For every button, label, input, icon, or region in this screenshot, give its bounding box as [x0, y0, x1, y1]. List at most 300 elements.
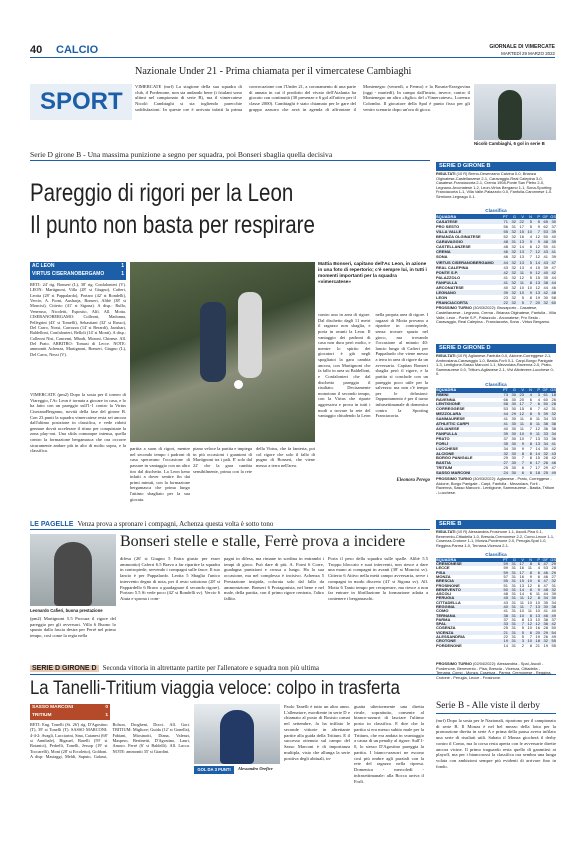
stat-cell: V: [521, 556, 524, 562]
stat-cell: 39: [543, 411, 548, 417]
stat-cell: 13: [519, 259, 524, 265]
stat-cell: 17: [519, 561, 524, 567]
stat-cell: 48: [543, 586, 548, 592]
team-cell: PERUGIA: [436, 595, 455, 601]
stat-cell: 30: [543, 603, 548, 609]
pagelle-label: LE PAGELLE: [30, 521, 74, 528]
serie-b-next: [436, 662, 556, 684]
stat-cell: 31: [511, 625, 516, 631]
stat-cell: 58: [551, 295, 556, 301]
stat-cell: 31: [511, 561, 516, 567]
stat-cell: 4: [529, 234, 532, 240]
stat-cell: 53: [503, 406, 508, 412]
stat-cell: 60: [551, 300, 556, 306]
stat-cell: 7: [521, 455, 524, 461]
stat-cell: 32: [511, 279, 516, 285]
stat-cell: 19: [543, 642, 548, 648]
stat-cell: 8: [529, 416, 532, 422]
stat-cell: 7: [521, 460, 524, 466]
stat-cell: 48: [551, 290, 556, 296]
stat-cell: 2: [521, 642, 524, 648]
stat-cell: 47: [543, 561, 548, 567]
stat-cell: 41: [503, 421, 508, 427]
stat-cell: 21: [535, 642, 540, 648]
stat-cell: 32: [511, 285, 516, 291]
stat-cell: 30: [511, 435, 516, 441]
stat-cell: 31: [511, 629, 516, 635]
home-goals: 1: [121, 263, 124, 269]
tritium-scorebox: [30, 704, 110, 720]
team-cell: REGGINA: [436, 603, 455, 609]
stat-cell: 30: [511, 440, 516, 446]
stat-cell: 32: [551, 578, 556, 584]
stat-cell: 30: [511, 465, 516, 471]
stat-cell: 19: [535, 295, 540, 301]
stat-cell: 6: [537, 578, 540, 584]
team-cell: CASATESE: [436, 218, 458, 224]
stat-cell: 38: [551, 421, 556, 427]
stat-cell: GS: [550, 386, 556, 392]
stat-cell: 61: [543, 391, 548, 397]
stat-cell: 15: [535, 455, 540, 461]
stat-cell: 41: [503, 274, 508, 280]
stat-cell: 38: [551, 425, 556, 431]
team-cell: COSENZA: [436, 625, 456, 631]
team-cell: TRITIUM: [436, 465, 453, 471]
tritium-label: SERIE D GIRONE D: [32, 665, 97, 672]
pagelle-kicker-text: Venza prova a spronare i compagni, Achenza questa volta è sotto tono: [77, 520, 274, 528]
stat-cell: 8: [529, 612, 532, 618]
team-cell: PONTE S.P.: [436, 269, 458, 275]
stat-cell: 43: [503, 599, 508, 605]
stat-cell: 46: [503, 254, 508, 260]
stat-cell: 6: [529, 629, 532, 635]
stat-cell: 20: [535, 300, 540, 306]
stat-cell: 19: [503, 638, 508, 644]
stat-cell: 48: [503, 244, 508, 250]
serie-b-subtitle: Serie B - Alle viste il derby: [436, 700, 556, 714]
stat-cell: 16: [535, 625, 540, 631]
stat-cell: 22: [503, 634, 508, 640]
stat-cell: 7: [537, 229, 540, 234]
stat-cell: 18: [535, 638, 540, 644]
stat-cell: PT: [502, 386, 508, 392]
stat-cell: 30: [511, 450, 516, 456]
issue-date: MARTEDÌ 29 MARZO 2022: [501, 51, 555, 56]
stat-cell: 12: [527, 621, 532, 627]
girone-d-class-label: Classifica: [485, 381, 507, 387]
stat-cell: 43: [551, 450, 556, 456]
stat-cell: 50: [543, 244, 548, 250]
pagelle-title: Bonseri stelle e stalle, Ferrè prova a incidere: [120, 533, 406, 550]
stat-cell: 5: [529, 218, 532, 224]
team-cell: PARMA: [436, 616, 451, 622]
stat-cell: 36: [551, 435, 556, 441]
stat-cell: 31: [511, 634, 516, 640]
stat-cell: 10: [535, 608, 540, 614]
stat-cell: GF: [542, 213, 548, 219]
stat-cell: 12: [535, 249, 540, 255]
stat-cell: PT: [502, 213, 508, 219]
stat-cell: 40: [503, 425, 508, 431]
stat-cell: 29: [503, 455, 508, 461]
stat-cell: 31: [511, 223, 516, 229]
stat-cell: 11: [535, 421, 540, 427]
cambiaghi-photo: [474, 84, 556, 140]
girone-b-class-label: Classifica: [485, 207, 507, 213]
team-cell: CREMONESE: [436, 561, 462, 567]
stat-cell: 55: [551, 642, 556, 648]
stat-cell: 40: [551, 608, 556, 614]
stat-cell: 8: [529, 406, 532, 412]
stat-cell: 51: [503, 582, 508, 588]
tritium-kicker-text: Seconda vittoria in altrettante partite per l'allenatore e squadra non più ultima: [102, 664, 320, 672]
girone-d-results-label: RISULTATI: [436, 352, 456, 358]
stat-cell: 11: [519, 269, 524, 275]
stat-cell: 21: [503, 629, 508, 635]
stat-cell: 14: [535, 445, 540, 451]
player-figure: [238, 292, 262, 378]
away-team: VIRTUS CISERANOBERGAMO: [32, 271, 105, 278]
stat-cell: 44: [543, 591, 548, 597]
stat-cell: 49: [551, 634, 556, 640]
stat-cell: 11: [535, 430, 540, 436]
stat-cell: 59: [503, 561, 508, 567]
stat-cell: 8: [537, 595, 540, 601]
stat-cell: 9: [521, 445, 524, 451]
stat-cell: 7: [529, 249, 532, 255]
stat-cell: 11: [519, 416, 524, 422]
team-cell: LEON: [436, 295, 448, 301]
girone-d-next: (30/03/2022): Aglianese - Prato, Correggese - Alcione, Borgo Panigale - Carpi, Fanfulla - Mezzolara, Forlì - Ravenna, Sasso Marconi - Lentigione, Sammaurese - Bastia, Tritium - Lucchese.: [436, 476, 555, 495]
stat-cell: 65: [543, 218, 548, 224]
stat-cell: 32: [511, 300, 516, 306]
stat-cell: 41: [543, 608, 548, 614]
tritium-home-goals: 0: [105, 705, 108, 710]
stat-cell: 42: [543, 406, 548, 412]
stat-cell: 30: [511, 396, 516, 402]
stat-cell: 43: [543, 259, 548, 265]
stat-cell: 31: [511, 612, 516, 618]
stat-cell: 32: [511, 254, 516, 260]
stat-cell: 7: [529, 465, 532, 471]
main-title-2: Il punto non basta per respirare: [30, 211, 315, 239]
stat-cell: 8: [529, 455, 532, 461]
stat-cell: G: [512, 386, 516, 392]
stat-cell: 7: [529, 425, 532, 431]
pagelle-col-4: Porta il peso della squadra sulle spalle. Alibè 5.5 Troppo bloccato e suoi interventi, non riesce a dare una mano ai compagni in avanti (38' st Moncisi sv). Citterio 6 Attivo nella metà campo avversaria, serve i compagni in modo discreto (41' st Sigona sv). All. Motta 6 Tanto tempo per recuperare, ma riesce a non far entrare in fibrillazione la formazione adatta a contenere i bergamaschi.: [328, 556, 428, 602]
stat-cell: 10: [527, 638, 532, 644]
stat-cell: 46: [551, 285, 556, 291]
stat-cell: 6: [521, 465, 524, 471]
team-cell: ASCOLI: [436, 591, 452, 597]
stat-cell: 31: [511, 578, 516, 584]
tritium-away-goals: 1: [105, 712, 108, 718]
stat-cell: 7: [521, 621, 524, 627]
stat-cell: 10: [519, 612, 524, 618]
stat-cell: N: [529, 386, 532, 392]
stat-cell: 10: [527, 599, 532, 605]
stat-cell: 35: [543, 274, 548, 280]
stat-cell: 15: [519, 578, 524, 584]
stat-cell: 12: [535, 285, 540, 291]
stat-cell: 28: [551, 565, 556, 571]
team-cell: CORREGGESE: [436, 406, 465, 412]
serie-b-results: (10 R) Alessandria-Frosinone 1-1, Ascoli-Pisa 0-1, Benevento-Cittadella 1-0, Brescia-Cremonese 2-2, Como-Lecce 1-1, Cosenza-Crotone 1-1, Monza-Pordenone 2-0, Perugia-Spal 1-0, Reggina-Parma 1-0, Ternana-Vicenza 2-1.: [436, 528, 555, 548]
stat-cell: 32: [511, 244, 516, 250]
stat-cell: 38: [543, 421, 548, 427]
stat-cell: 57: [503, 573, 508, 579]
stat-cell: 49: [551, 612, 556, 618]
stat-cell: 15: [535, 264, 540, 270]
stat-cell: 12: [535, 244, 540, 250]
team-cell: SPAL: [436, 621, 447, 627]
stat-cell: 29: [511, 411, 516, 417]
stat-cell: 32: [511, 264, 516, 270]
main-title-1: Pareggio di rigori per la Leon: [30, 179, 294, 207]
stat-cell: 46: [543, 573, 548, 579]
main-body-1: VIMERCATE (pm2) Dopo la sosta per il torneo di Viareggio, l'Ac Leon è tornata a giocare in casa, e lo ha fatto con un pareggio sull'1-1 contro la Virtus CiseranoBergamo, novità della fase del girone B. Con 23 punti la squadra vimercatese resta sei ancora dall'ultimo posizione in classifica, e vede ridotti gennare dovrà accelerare il ritmo per conquistare la zona play-out. Una sfida comunque intensa, quella contro la formazione bergamasca che ora occorre sicuramente andare più in alto di molto sopra, e la classifica.: [30, 392, 126, 454]
stat-cell: 37: [551, 223, 556, 229]
team-cell: BASTIA: [436, 460, 451, 466]
stat-cell: 53: [543, 565, 548, 571]
stat-cell: 56: [503, 223, 508, 229]
team-cell: FANFULLA: [436, 279, 458, 285]
stat-cell: 38: [551, 603, 556, 609]
stat-cell: 32: [503, 450, 508, 456]
girone-d-results: (10 R) Aglianese-Fanfulla 0-0, Alcione-Correggese 2-1, Ambrosiana-Caravaggio 1-0, Bastia-Forlì 0-1, Carpi-Borgo Panigale 1-3, Lentigione-Sasso Marconi 1-1, Mezzolara-Ravenna 2-0, Prato-Sammaurese 0-0, Tritium-Aglianese 2-1, Vivi Altotevere-Lucchese 0-0.: [436, 352, 554, 377]
team-cell: ALCIONE: [436, 450, 454, 456]
stat-cell: 15: [535, 274, 540, 280]
stat-cell: 55: [503, 578, 508, 584]
team-cell: LUCCHESE: [436, 445, 459, 451]
stat-cell: 13: [535, 603, 540, 609]
stat-cell: 25: [543, 470, 548, 476]
team-cell: CITTADELLA: [436, 599, 461, 605]
stat-cell: 10: [527, 578, 532, 584]
tritium-title: La Tanelli-Tritium viaggia veloce: colpo in trasferta: [30, 678, 400, 699]
stat-cell: 14: [535, 450, 540, 456]
cambiaghi-caption: Nicolò Cambiaghi, 6 gol in serie B: [474, 141, 545, 146]
team-cell: SQUADRA: [436, 556, 457, 562]
stat-cell: 30: [511, 416, 516, 422]
stat-cell: 49: [551, 470, 556, 476]
section-title: CALCIO: [56, 44, 99, 56]
team-cell: PALAZZOLO: [436, 274, 461, 280]
stat-cell: 6: [537, 569, 540, 575]
girone-b-results: (10 R) Breno-Desenzano Calvina 0-0, Brianza Olginatese-Castellanzese 2-1, Caravaggio-Real Calepina 3-0, Casatese-Franciacorta 2-1, Crema 1908-Ponte San Pietro 2-0, Legnano-Arconatese 1-2, Leon-Virtus Bergamo 1-1, Sona-Sporting Franciacorta 1-1, Villa Valle-Palazzolo 0-0, Fanfulla-Caronnese 1-0. Sirmione-Legnago 0-1.: [436, 170, 553, 199]
stat-cell: 31: [551, 582, 556, 588]
stat-cell: 32: [511, 229, 516, 234]
stat-cell: 12: [527, 582, 532, 588]
stat-cell: 11: [519, 425, 524, 431]
stat-cell: 44: [503, 411, 508, 417]
girone-b-next: (30/03/2022): Brusaporto - Casatese, Castellanzese - Legnano, Crema - Brianza Olginatese, Fanfulla - Villa Valle, Leon - Ponte S.P., Palazzolo - Arconatese, Pro Sesto - Caravaggio, Real Calepina - Franciacorta, Sona - Virtus Bergamo.: [436, 305, 556, 325]
team-cell: PORDENONE: [436, 642, 462, 648]
stat-cell: 53: [543, 229, 548, 234]
stat-cell: 13: [519, 264, 524, 270]
stat-cell: 37: [503, 616, 508, 622]
team-cell: FRANCIACORTA: [436, 300, 468, 306]
stat-cell: 27: [551, 573, 556, 579]
stat-cell: 17: [535, 460, 540, 466]
team-cell: MEZZOLARA: [436, 411, 462, 417]
stat-cell: GF: [542, 386, 548, 392]
stat-cell: 30: [543, 295, 548, 301]
pagelle-col-2: difesa (26' st Giugno 5 Entra giusto per esser ammonito) Caferri 6.5 Bravo a far ripartire la squadra in contropiede, servendo i compagni sulle fasce. Il suo lancio è per Pappalardo. Leotta 5 Sbaglia l'unico intervento degno di nota, per il resto sottotono (28' st Pappardello 6 Bravo a guadagnare il secondo rigore). Portaro 5.5 Si vede poco (42' st Rondelli sv). Vercio 6 Aiuta e sprona i com-: [120, 556, 221, 602]
team-cell: CROTONE: [436, 638, 456, 644]
stat-cell: P: [537, 556, 540, 562]
stat-cell: 48: [543, 239, 548, 245]
team-cell: PRATO: [436, 435, 450, 441]
stat-cell: 10: [519, 608, 524, 614]
stat-cell: 47: [543, 582, 548, 588]
stat-cell: 23: [503, 295, 508, 301]
stat-cell: 8: [529, 279, 532, 285]
stat-cell: 14: [519, 244, 524, 250]
team-cell: RAVENNA: [436, 396, 456, 402]
team-cell: AGLIANESE: [436, 425, 460, 431]
pagelle-kicker: [30, 520, 430, 530]
stat-cell: 41: [551, 249, 556, 255]
page-header: [30, 44, 555, 58]
stat-cell: 29: [543, 629, 548, 635]
stat-cell: 26: [551, 396, 556, 402]
serie-b-results-label: RISULTATI: [436, 528, 456, 534]
stat-cell: 60: [543, 396, 548, 402]
stat-cell: 10: [519, 285, 524, 291]
stat-cell: 32: [511, 295, 516, 301]
stat-cell: 29: [551, 569, 556, 575]
away-goals: 1: [121, 271, 124, 278]
girone-b-next-label: PROSSIMO TURNO: [436, 305, 472, 311]
stat-cell: 6: [521, 470, 524, 476]
stat-cell: 34: [551, 430, 556, 436]
stat-cell: 12: [535, 621, 540, 627]
stat-cell: 32: [543, 450, 548, 456]
stat-cell: 48: [503, 239, 508, 245]
stat-cell: 31: [511, 565, 516, 571]
stat-cell: G: [512, 213, 516, 219]
team-cell: SASSO MARCONI: [436, 470, 471, 476]
stat-cell: 13: [535, 290, 540, 296]
stat-cell: 47: [551, 264, 556, 270]
orefice-caption: Alessandro Orefice: [238, 766, 273, 771]
stat-cell: 30: [511, 470, 516, 476]
serie-b-next-label: PROSSIMO TURNO: [436, 661, 472, 666]
stat-cell: 39: [503, 290, 508, 296]
stat-cell: 25: [503, 625, 508, 631]
stat-cell: 42: [543, 290, 548, 296]
stat-cell: 29: [543, 465, 548, 471]
stat-cell: 31: [511, 591, 516, 597]
stat-cell: 9: [529, 430, 532, 436]
team-cell: BORGO PANIGALE: [436, 455, 473, 461]
stat-cell: 42: [551, 455, 556, 461]
stat-cell: 26: [543, 634, 548, 640]
stat-cell: 40: [503, 603, 508, 609]
stat-cell: 45: [503, 595, 508, 601]
team-cell: FANFULLA: [436, 430, 458, 436]
stat-cell: 13: [519, 254, 524, 260]
stat-cell: 7: [537, 406, 540, 412]
tritium-body-2: guaita ulteriormente una diretta rivale, soprattutto, consente al bianco-azzurri di lasciare l'ultimo posto in classifica. E dire che la partita si era messo subito male per la Tritium, che era andata in svantaggio a causa di un penalty al rigore. Sull'1-0, lo stesso D'Agostino pareggia la partita. I bianco-azzurri ne escono così più ombre agli parziali con la rete del ragazzo nella ripresa. Domenica - mercoledì - infrasettimanale: alla Bocca arriva il Forlì.: [354, 704, 424, 784]
stat-cell: 32: [543, 638, 548, 644]
stat-cell: 9: [537, 586, 540, 592]
stat-cell: P: [537, 386, 540, 392]
stat-cell: 28: [543, 625, 548, 631]
stat-cell: 3: [521, 638, 524, 644]
stat-cell: 31: [511, 595, 516, 601]
stat-cell: 12: [527, 595, 532, 601]
stat-cell: 50: [503, 586, 508, 592]
stat-cell: 73: [503, 391, 508, 397]
stat-cell: 15: [519, 406, 524, 412]
team-cell: RIMINI: [436, 391, 449, 397]
stat-cell: 7: [529, 634, 532, 640]
stat-cell: 9: [529, 269, 532, 275]
stat-cell: 55: [503, 229, 508, 234]
girone-d-title: SERIE D GIRONE D: [436, 344, 556, 353]
gol-label: GOL DA 3 PUNTI: [194, 766, 234, 774]
sport-label: SPORT: [30, 84, 132, 120]
main-body-4: contro uno in area di rigore. Dal dischetto dagli 11 metri il ragazzo non sbaglia, e porta in avanti la Leon. Il vantaggio dei padroni di casa non dura però molto, e mentre lo spirito dei giocatori è già negli spogliatoi la gara cambia ancora, con Martignoni che fa fallo in area su Baldelloni, e Confalonieri che dal dischetto pareggia il risultato. Decisamente monotono il secondo tempo, con la Virtus che riparte aggressiva e prova in tutti i modi a trovare la rete del vantaggio chiudendo la Leon nella propria area di rigore. I ragazzi di Motta provano a ripartire in contropiede, senza trovare spazio nel gioco, ma trovando l'occasione al minuto 40: lancio lungo di Cafieri per Pappalardo che viene messo a terra in area di rigore da un avversario. Capitan Bonseri sbaglia però il rigore, e la partita si conclude con un pareggio poco utile per la salvezza: ma non c'è tempo per le delusioni: l'appuntamento è per il turno infrasettimanale di domenica contro la Sporting Franciacorta.: [318, 312, 428, 419]
pagelle-col-1: (pm2) Martignoni 5.5 Procura il rigore del pareggio per gli avversari. Villa 6 Buono lo spunto dalla fascia destra per Ferrè nel primo tempo, così come la regia nella: [30, 616, 116, 639]
stat-cell: 5: [521, 625, 524, 631]
stat-cell: 12: [535, 234, 540, 240]
stat-cell: 32: [511, 249, 516, 255]
stat-cell: 10: [527, 285, 532, 291]
stat-cell: 18: [551, 391, 556, 397]
team-cell: VIRTUS CISERANOBERGAMO: [436, 259, 494, 265]
stat-cell: 16: [519, 234, 524, 240]
stat-cell: 9: [529, 290, 532, 296]
stat-cell: 8: [521, 616, 524, 622]
stat-cell: 43: [503, 264, 508, 270]
stat-cell: 34: [551, 599, 556, 605]
stat-cell: 39: [551, 229, 556, 234]
stat-cell: 7: [529, 401, 532, 407]
stat-cell: 55: [551, 638, 556, 644]
stat-cell: 16: [519, 573, 524, 579]
person-silhouette: [54, 542, 92, 606]
tritium-away-team: TRITIUM: [32, 712, 52, 718]
stat-cell: 6: [537, 582, 540, 588]
stat-cell: 11: [519, 421, 524, 427]
stat-cell: 5: [537, 218, 540, 224]
stat-cell: 30: [543, 445, 548, 451]
stat-cell: 39: [543, 264, 548, 270]
team-cell: PISA: [436, 569, 446, 575]
stat-cell: 11: [535, 591, 540, 597]
stat-cell: 8: [529, 642, 532, 648]
stat-cell: 35: [543, 599, 548, 605]
team-cell: BENEVENTO: [436, 586, 461, 592]
stat-cell: 30: [511, 460, 516, 466]
standings-girone-b: [436, 162, 556, 338]
stat-cell: N: [529, 213, 532, 219]
stat-cell: 4: [529, 264, 532, 270]
stat-cell: 11: [535, 416, 540, 422]
stat-cell: 13: [527, 616, 532, 622]
team-cell: MONZA: [436, 573, 451, 579]
stat-cell: 59: [503, 565, 508, 571]
standings-girone-d: [436, 344, 556, 514]
stat-cell: 19: [535, 634, 540, 640]
stat-cell: 41: [551, 244, 556, 250]
stat-cell: 31: [511, 608, 516, 614]
stat-cell: V: [521, 213, 524, 219]
